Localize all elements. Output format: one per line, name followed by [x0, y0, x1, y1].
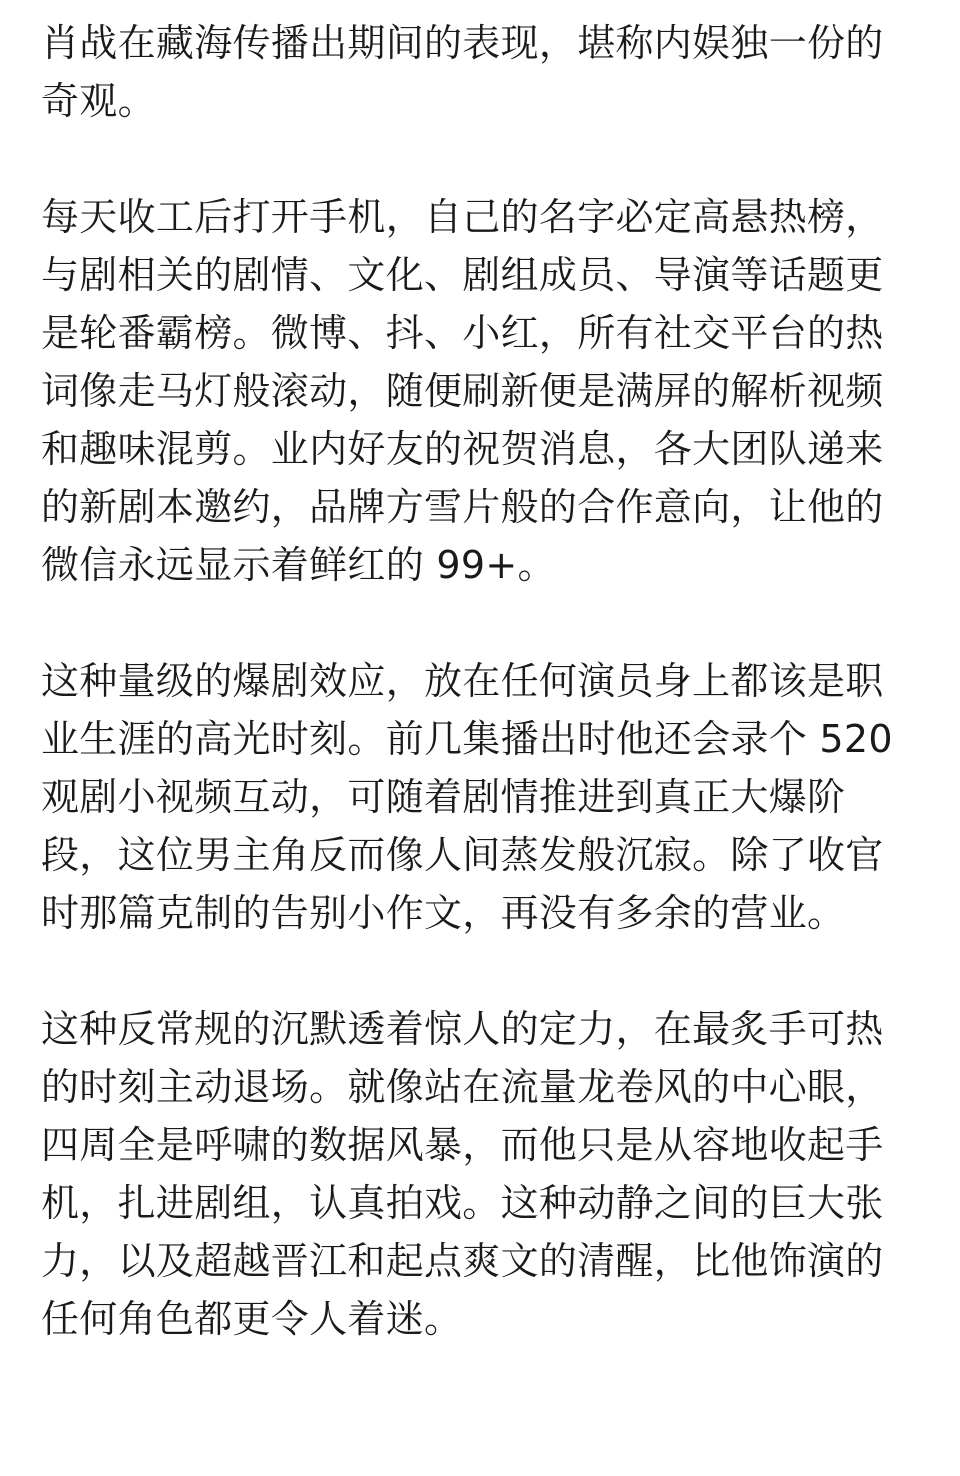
text-line: 四周全是呼啸的数据风暴，而他只是从容地收起手: [41, 1123, 884, 1167]
article-body: [41, 14, 919, 1348]
text-line: 时那篇克制的告别小作文，再没有多余的营业。: [41, 891, 846, 935]
text-line: 段，这位男主角反而像人间蒸发般沉寂。除了收官: [41, 833, 884, 877]
text-line: 肖战在藏海传播出期间的表现，堪称内娱独一份的: [41, 21, 884, 65]
text-line: 任何角色都更令人着迷。: [41, 1297, 463, 1341]
text-line: 观剧小视频互动，可随着剧情推进到真正大爆阶: [41, 775, 846, 819]
paragraph-3: [41, 652, 919, 942]
text-line: 机，扎进剧组，认真拍戏。这种动静之间的巨大张: [41, 1181, 884, 1225]
paragraph-1: [41, 14, 919, 130]
paragraph-gap: [41, 942, 919, 1000]
paragraph-2: [41, 188, 919, 594]
paragraph-gap: [41, 594, 919, 652]
text-line: 与剧相关的剧情、文化、剧组成员、导演等话题更: [41, 253, 884, 297]
text-line: 和趣味混剪。业内好友的祝贺消息，各大团队递来: [41, 427, 884, 471]
text-line: 每天收工后打开手机，自己的名字必定高悬热榜，: [41, 195, 884, 239]
text-line: 词像走马灯般滚动，随便刷新便是满屏的解析视频: [41, 369, 884, 413]
paragraph-4: [41, 1000, 919, 1348]
text-line: 这种反常规的沉默透着惊人的定力，在最炙手可热: [41, 1007, 884, 1051]
text-line: 力，以及超越晋江和起点爽文的清醒，比他饰演的: [41, 1239, 884, 1283]
text-line: 微信永远显示着鲜红的 99+。: [41, 543, 556, 587]
text-line: 奇观。: [41, 79, 156, 123]
paragraph-gap: [41, 130, 919, 188]
text-line: 业生涯的高光时刻。前几集播出时他还会录个 520: [41, 717, 893, 761]
text-line: 的新剧本邀约，品牌方雪片般的合作意向，让他的: [41, 485, 884, 529]
text-line: 这种量级的爆剧效应，放在任何演员身上都该是职: [41, 659, 884, 703]
text-line: 的时刻主动退场。就像站在流量龙卷风的中心眼，: [41, 1065, 884, 1109]
text-line: 是轮番霸榜。微博、抖、小红，所有社交平台的热: [41, 311, 884, 355]
